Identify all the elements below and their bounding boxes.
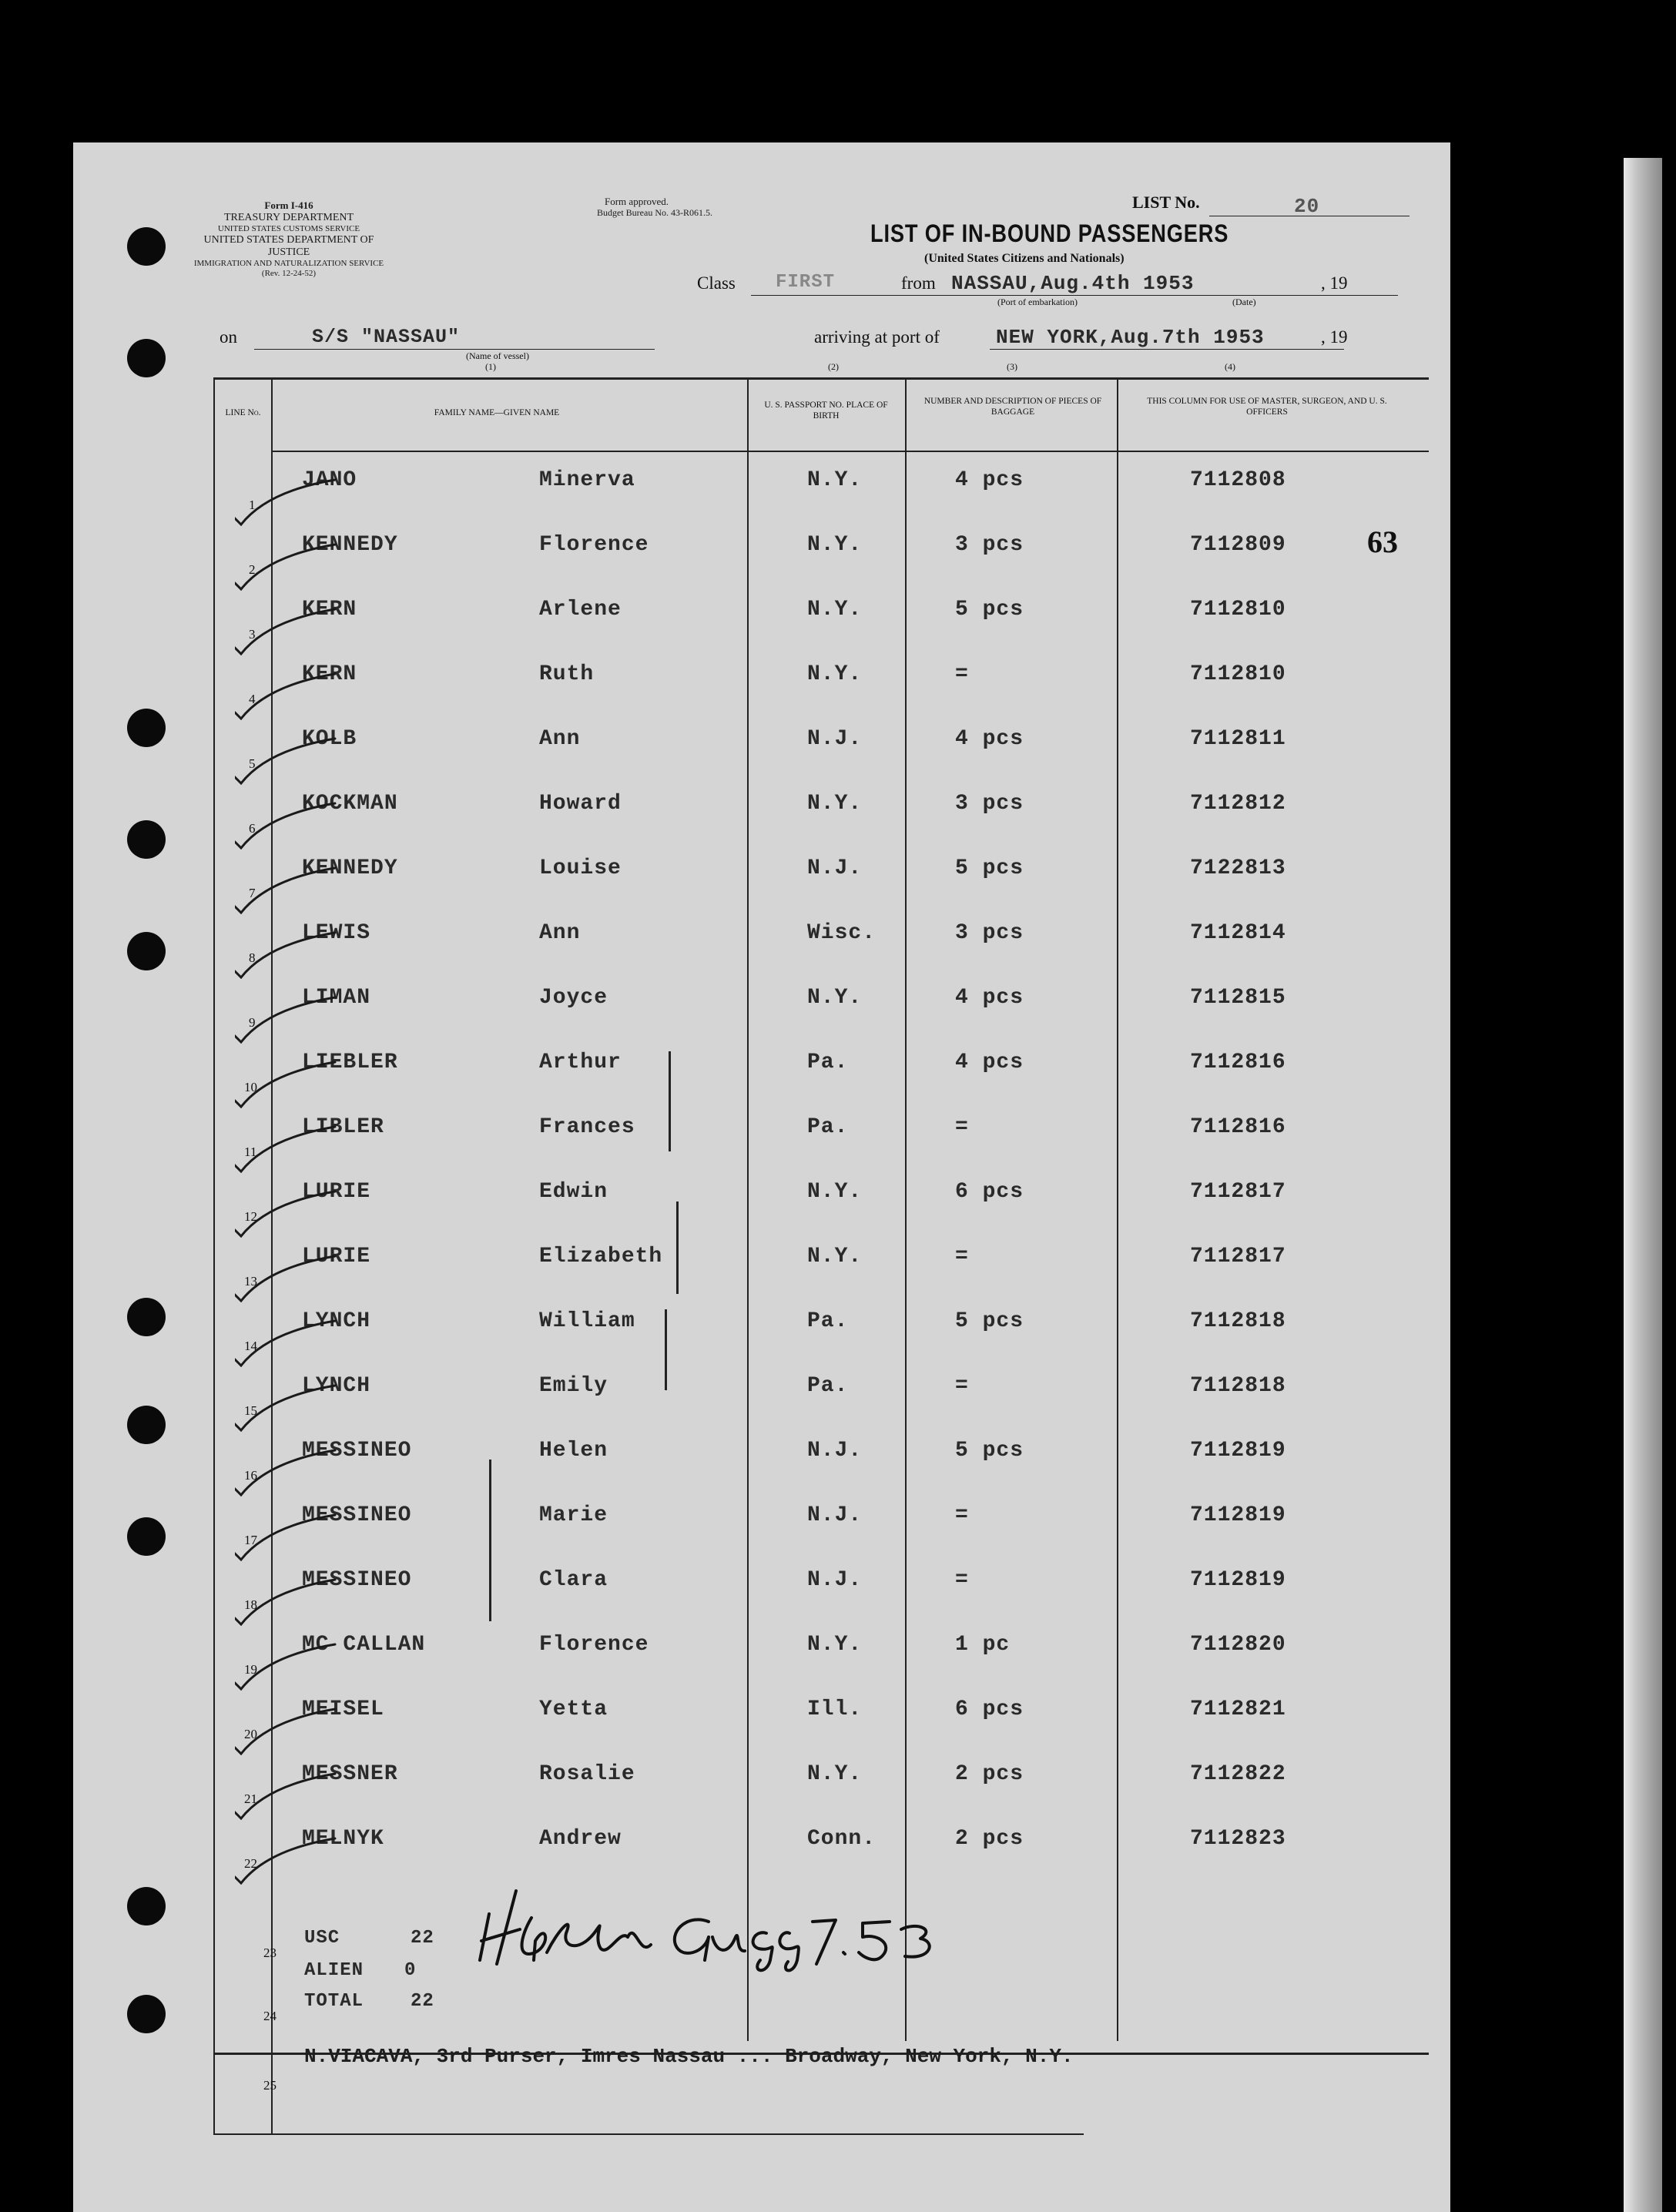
baggage-count: 5 pcs bbox=[955, 1439, 1024, 1463]
list-no-value: 20 bbox=[1294, 195, 1320, 218]
form-id: Form I-416 bbox=[264, 199, 313, 211]
officer-number: 7112819 bbox=[1190, 1568, 1286, 1592]
check-mark-icon bbox=[235, 982, 343, 1044]
baggage-count: = bbox=[955, 1503, 969, 1527]
given-name: Minerva bbox=[539, 468, 635, 492]
check-mark-icon bbox=[235, 917, 343, 979]
form-approved: Form approved. bbox=[605, 196, 669, 207]
baggage-count: 5 pcs bbox=[955, 598, 1024, 622]
given-name: Florence bbox=[539, 1633, 649, 1657]
family-name: LURIE bbox=[302, 1180, 371, 1204]
given-name: Florence bbox=[539, 533, 649, 557]
officer-number: 7112819 bbox=[1190, 1503, 1286, 1527]
table-row bbox=[73, 1423, 1450, 1488]
officer-number: 7112816 bbox=[1190, 1115, 1286, 1139]
officer-number: 7112808 bbox=[1190, 468, 1286, 492]
officer-number: 7112812 bbox=[1190, 792, 1286, 816]
given-name: Ruth bbox=[539, 662, 595, 686]
baggage-count: 1 pc bbox=[955, 1633, 1011, 1657]
baggage-count: 4 pcs bbox=[955, 727, 1024, 751]
family-name: KERN bbox=[302, 598, 357, 622]
check-mark-icon bbox=[235, 1370, 343, 1432]
baggage-count: 2 pcs bbox=[955, 1762, 1024, 1786]
table-row bbox=[73, 582, 1450, 647]
alien-label: ALIEN bbox=[304, 1960, 364, 1981]
document-title: LIST OF IN-BOUND PASSENGERS bbox=[870, 220, 1229, 247]
total-value: 22 bbox=[411, 1991, 434, 2012]
check-stroke bbox=[235, 1838, 335, 1883]
table-row bbox=[73, 1747, 1450, 1811]
place-of-birth: Pa. bbox=[807, 1115, 849, 1139]
officer-number: 7112822 bbox=[1190, 1762, 1286, 1786]
given-name: Howard bbox=[539, 792, 622, 816]
table-row bbox=[73, 1359, 1450, 1423]
check-mark-icon bbox=[235, 659, 343, 720]
place-of-birth: N.Y. bbox=[807, 1245, 863, 1269]
line-number: 22 bbox=[244, 1856, 257, 1871]
check-mark-icon bbox=[235, 1500, 343, 1561]
check-mark-icon bbox=[235, 1176, 343, 1238]
table-row bbox=[73, 712, 1450, 776]
line-number: 4 bbox=[249, 692, 256, 706]
baggage-count: 6 pcs bbox=[955, 1698, 1024, 1721]
family-name: LURIE bbox=[302, 1245, 371, 1269]
place-of-birth: Pa. bbox=[807, 1309, 849, 1333]
officer-number: 7112823 bbox=[1190, 1827, 1286, 1851]
table-top-border bbox=[213, 377, 1429, 380]
line-number: 2 bbox=[249, 562, 256, 577]
given-name: Arthur bbox=[539, 1051, 622, 1074]
given-name: Clara bbox=[539, 1568, 608, 1592]
baggage-count: 3 pcs bbox=[955, 921, 1024, 945]
punch-hole bbox=[127, 1995, 166, 2033]
given-name: Helen bbox=[539, 1439, 608, 1463]
baggage-count: 5 pcs bbox=[955, 856, 1024, 880]
place-of-birth: N.Y. bbox=[807, 1180, 863, 1204]
given-name: Louise bbox=[539, 856, 622, 880]
line-number: 11 bbox=[244, 1145, 257, 1159]
table-row bbox=[73, 1035, 1450, 1100]
given-name: Emily bbox=[539, 1374, 608, 1398]
line-number: 19 bbox=[244, 1662, 257, 1677]
check-mark-icon bbox=[235, 1305, 343, 1367]
officer-number: 7112818 bbox=[1190, 1374, 1286, 1398]
family-name: KOCKMAN bbox=[302, 792, 398, 816]
check-mark-icon bbox=[235, 723, 343, 785]
table-row bbox=[73, 1553, 1450, 1617]
given-name: Ann bbox=[539, 727, 581, 751]
officer-number: 7112815 bbox=[1190, 986, 1286, 1010]
place-of-birth: N.Y. bbox=[807, 1633, 863, 1657]
col4-number: (4) bbox=[1225, 361, 1235, 372]
baggage-count: = bbox=[955, 662, 969, 686]
baggage-count: 3 pcs bbox=[955, 792, 1024, 816]
family-bracket bbox=[489, 1460, 491, 1621]
place-of-birth: N.Y. bbox=[807, 662, 863, 686]
alien-value: 0 bbox=[404, 1960, 417, 1981]
line-number: 5 bbox=[249, 756, 256, 771]
given-name: Frances bbox=[539, 1115, 635, 1139]
arriving-label: arriving at port of bbox=[814, 327, 940, 347]
line-number-25: 25 bbox=[263, 2078, 277, 2093]
place-of-birth: N.J. bbox=[807, 1503, 863, 1527]
baggage-count: 4 pcs bbox=[955, 468, 1024, 492]
vessel-value: S/S "NASSAU" bbox=[312, 326, 461, 348]
check-mark-icon bbox=[235, 1823, 343, 1885]
given-name: Ann bbox=[539, 921, 581, 945]
year-suffix-2: , 19 bbox=[1321, 327, 1348, 347]
family-name: LIBLER bbox=[302, 1115, 384, 1139]
baggage-count: 4 pcs bbox=[955, 986, 1024, 1010]
table-row bbox=[73, 1617, 1450, 1682]
line-number-24: 24 bbox=[263, 2009, 277, 2023]
given-name: Edwin bbox=[539, 1180, 608, 1204]
from-label: from bbox=[901, 273, 936, 293]
class-value: FIRST bbox=[776, 272, 836, 293]
officer-number: 7112818 bbox=[1190, 1309, 1286, 1333]
baggage-count: 2 pcs bbox=[955, 1827, 1024, 1851]
baggage-count: = bbox=[955, 1374, 969, 1398]
punch-hole bbox=[127, 227, 166, 266]
officer-number: 7112809 bbox=[1190, 533, 1286, 557]
line-number: 18 bbox=[244, 1597, 257, 1612]
baggage-count: = bbox=[955, 1115, 969, 1139]
punch-hole bbox=[127, 339, 166, 377]
family-name: MESSINEO bbox=[302, 1568, 412, 1592]
usc-value: 22 bbox=[411, 1928, 434, 1949]
family-name: MEISEL bbox=[302, 1698, 384, 1721]
place-of-birth: N.J. bbox=[807, 1439, 863, 1463]
place-of-birth: N.Y. bbox=[807, 792, 863, 816]
table-row bbox=[73, 1682, 1450, 1747]
officer-number: 7112810 bbox=[1190, 598, 1286, 622]
dept-justice: UNITED STATES DEPARTMENT OF JUSTICE bbox=[203, 233, 374, 258]
check-mark-icon bbox=[235, 594, 343, 655]
col2-number: (2) bbox=[828, 361, 839, 372]
given-name: Elizabeth bbox=[539, 1245, 663, 1269]
officer-number: 7112819 bbox=[1190, 1439, 1286, 1463]
check-mark-icon bbox=[235, 1694, 343, 1755]
vessel-underline bbox=[254, 349, 655, 350]
vessel-caption: (Name of vessel) bbox=[466, 350, 529, 361]
place-of-birth: Pa. bbox=[807, 1051, 849, 1074]
class-underline bbox=[751, 295, 1398, 296]
family-name: LIMAN bbox=[302, 986, 371, 1010]
table-row bbox=[73, 1229, 1450, 1294]
col-header-line-no: LINE No. bbox=[225, 408, 261, 417]
table-row bbox=[73, 1165, 1450, 1229]
family-name: MESSNER bbox=[302, 1762, 398, 1786]
col-header-name: FAMILY NAME—GIVEN NAME bbox=[434, 408, 560, 417]
arriving-underline bbox=[990, 349, 1344, 350]
given-name: Marie bbox=[539, 1503, 608, 1527]
family-bracket bbox=[669, 1051, 671, 1151]
family-name: KENNEDY bbox=[302, 533, 398, 557]
check-mark-icon bbox=[235, 1629, 343, 1691]
place-of-birth: Pa. bbox=[807, 1374, 849, 1398]
check-mark-icon bbox=[235, 1047, 343, 1108]
family-bracket bbox=[676, 1202, 679, 1294]
officer-number: 7122813 bbox=[1190, 856, 1286, 880]
place-of-birth: N.Y. bbox=[807, 986, 863, 1010]
check-mark-icon bbox=[235, 1564, 343, 1626]
family-name: KERN bbox=[302, 662, 357, 686]
check-mark-icon bbox=[235, 464, 343, 526]
given-name: Joyce bbox=[539, 986, 608, 1010]
total-label: TOTAL bbox=[304, 1991, 364, 2012]
dept-treasury: TREASURY DEPARTMENT bbox=[223, 211, 354, 223]
given-name: Andrew bbox=[539, 1827, 622, 1851]
line-number-23: 23 bbox=[263, 1946, 277, 1960]
line-number: 8 bbox=[249, 950, 256, 965]
family-name: KOLB bbox=[302, 727, 357, 751]
line-number: 14 bbox=[244, 1339, 257, 1353]
form-approval bbox=[597, 196, 797, 219]
on-label: on bbox=[220, 327, 237, 347]
margin-stamp-number: 63 bbox=[1367, 525, 1398, 559]
table-row bbox=[73, 453, 1450, 518]
given-name: Arlene bbox=[539, 598, 622, 622]
date-caption: (Date) bbox=[1232, 297, 1256, 307]
line-number: 13 bbox=[244, 1274, 257, 1289]
adjacent-page-edge bbox=[1624, 158, 1662, 2212]
col-header-baggage: NUMBER AND DESCRIPTION OF PIECES OF BAGGAGE bbox=[923, 397, 1102, 417]
table-bottom-border bbox=[213, 2133, 1084, 2135]
place-of-birth: N.J. bbox=[807, 1568, 863, 1592]
officer-number: 7112820 bbox=[1190, 1633, 1286, 1657]
from-value: NASSAU,Aug.4th 1953 bbox=[951, 272, 1195, 295]
line-number: 16 bbox=[244, 1468, 257, 1483]
officer-number: 7112811 bbox=[1190, 727, 1286, 751]
place-of-birth: N.J. bbox=[807, 856, 863, 880]
table-row bbox=[73, 776, 1450, 841]
officer-signature bbox=[474, 1868, 951, 1976]
place-of-birth: Wisc. bbox=[807, 921, 877, 945]
officer-number: 7112814 bbox=[1190, 921, 1286, 945]
place-of-birth: N.Y. bbox=[807, 468, 863, 492]
class-label: Class bbox=[697, 273, 736, 293]
given-name: Rosalie bbox=[539, 1762, 635, 1786]
line-number: 17 bbox=[244, 1533, 257, 1547]
arriving-value: NEW YORK,Aug.7th 1953 bbox=[996, 326, 1265, 349]
given-name: William bbox=[539, 1309, 635, 1333]
table-row bbox=[73, 518, 1450, 582]
year-suffix-1: , 19 bbox=[1321, 273, 1348, 293]
line-number: 3 bbox=[249, 627, 256, 642]
officer-number: 7112816 bbox=[1190, 1051, 1286, 1074]
list-no-label: LIST No. bbox=[1132, 193, 1200, 212]
baggage-count: 3 pcs bbox=[955, 533, 1024, 557]
family-name: LEWIS bbox=[302, 921, 371, 945]
table-row bbox=[73, 1811, 1450, 1876]
family-name: KENNEDY bbox=[302, 856, 398, 880]
line-number: 1 bbox=[249, 498, 256, 512]
place-of-birth: Conn. bbox=[807, 1827, 877, 1851]
table-row bbox=[73, 970, 1450, 1035]
check-mark-icon bbox=[235, 1758, 343, 1820]
family-name: LIEBLER bbox=[302, 1051, 398, 1074]
table-header-border bbox=[271, 451, 1429, 452]
line-number: 6 bbox=[249, 821, 256, 836]
col-header-officers: THIS COLUMN FOR USE OF MASTER, SURGEON, AND U. S. OFFICERS bbox=[1147, 397, 1387, 417]
officer-number: 7112821 bbox=[1190, 1698, 1286, 1721]
family-name: LYNCH bbox=[302, 1309, 371, 1333]
punch-hole bbox=[127, 1887, 166, 1925]
family-name: MELNYK bbox=[302, 1827, 384, 1851]
place-of-birth: N.Y. bbox=[807, 1762, 863, 1786]
place-of-birth: Ill. bbox=[807, 1698, 863, 1721]
table-row bbox=[73, 647, 1450, 712]
check-mark-icon bbox=[235, 853, 343, 914]
officer-number: 7112817 bbox=[1190, 1180, 1286, 1204]
line-number: 9 bbox=[249, 1015, 256, 1030]
family-name: JANO bbox=[302, 468, 357, 492]
family-name: MESSINEO bbox=[302, 1503, 412, 1527]
baggage-count: 5 pcs bbox=[955, 1309, 1024, 1333]
family-name: MESSINEO bbox=[302, 1439, 412, 1463]
officer-number: 7112810 bbox=[1190, 662, 1286, 686]
usc-label: USC bbox=[304, 1928, 340, 1949]
check-mark-icon bbox=[235, 1111, 343, 1173]
family-name: MC CALLAN bbox=[302, 1633, 426, 1657]
place-of-birth: N.Y. bbox=[807, 533, 863, 557]
place-of-birth: N.J. bbox=[807, 727, 863, 751]
dept-justice-sub: IMMIGRATION AND NATURALIZATION SERVICE bbox=[193, 258, 384, 268]
table-row bbox=[73, 1488, 1450, 1553]
officer-number: 7112817 bbox=[1190, 1245, 1286, 1269]
line-number: 7 bbox=[249, 886, 256, 900]
table-row bbox=[73, 1100, 1450, 1165]
form-identification bbox=[193, 199, 384, 278]
check-mark-icon bbox=[235, 1435, 343, 1496]
vessel-col-number: (1) bbox=[485, 361, 496, 372]
line-number: 15 bbox=[244, 1403, 257, 1418]
line-number: 21 bbox=[244, 1791, 257, 1806]
line-number: 12 bbox=[244, 1209, 257, 1224]
baggage-count: 6 pcs bbox=[955, 1180, 1024, 1204]
dept-treasury-sub: UNITED STATES CUSTOMS SERVICE bbox=[217, 224, 360, 234]
check-mark-icon bbox=[235, 788, 343, 850]
check-mark-icon bbox=[235, 1241, 343, 1302]
table-row bbox=[73, 1294, 1450, 1359]
given-name: Yetta bbox=[539, 1698, 608, 1721]
budget-bureau-no: Budget Bureau No. 43-R061.5. bbox=[597, 206, 712, 218]
baggage-count: 4 pcs bbox=[955, 1051, 1024, 1074]
family-name: LYNCH bbox=[302, 1374, 371, 1398]
col3-number: (3) bbox=[1007, 361, 1017, 372]
family-bracket bbox=[665, 1309, 667, 1390]
table-row bbox=[73, 841, 1450, 906]
place-of-birth: N.Y. bbox=[807, 598, 863, 622]
baggage-count: = bbox=[955, 1245, 969, 1269]
document-subtitle: (United States Citizens and Nationals) bbox=[924, 252, 1125, 265]
purser-footer-line: N.VIACAVA, 3rd Purser, Imres Nassau ... Broadway, New York, N.Y. bbox=[304, 2045, 1074, 2068]
col-header-passport: U. S. PASSPORT NO. PLACE OF BIRTH bbox=[764, 401, 888, 421]
line-number: 10 bbox=[244, 1080, 257, 1094]
passenger-list-document bbox=[73, 142, 1450, 2212]
table-row bbox=[73, 906, 1450, 970]
port-embarkation-caption: (Port of embarkation) bbox=[997, 297, 1078, 307]
baggage-count: = bbox=[955, 1568, 969, 1592]
line-number: 20 bbox=[244, 1727, 257, 1741]
form-revision: (Rev. 12-24-52) bbox=[261, 268, 317, 278]
check-mark-icon bbox=[235, 529, 343, 591]
